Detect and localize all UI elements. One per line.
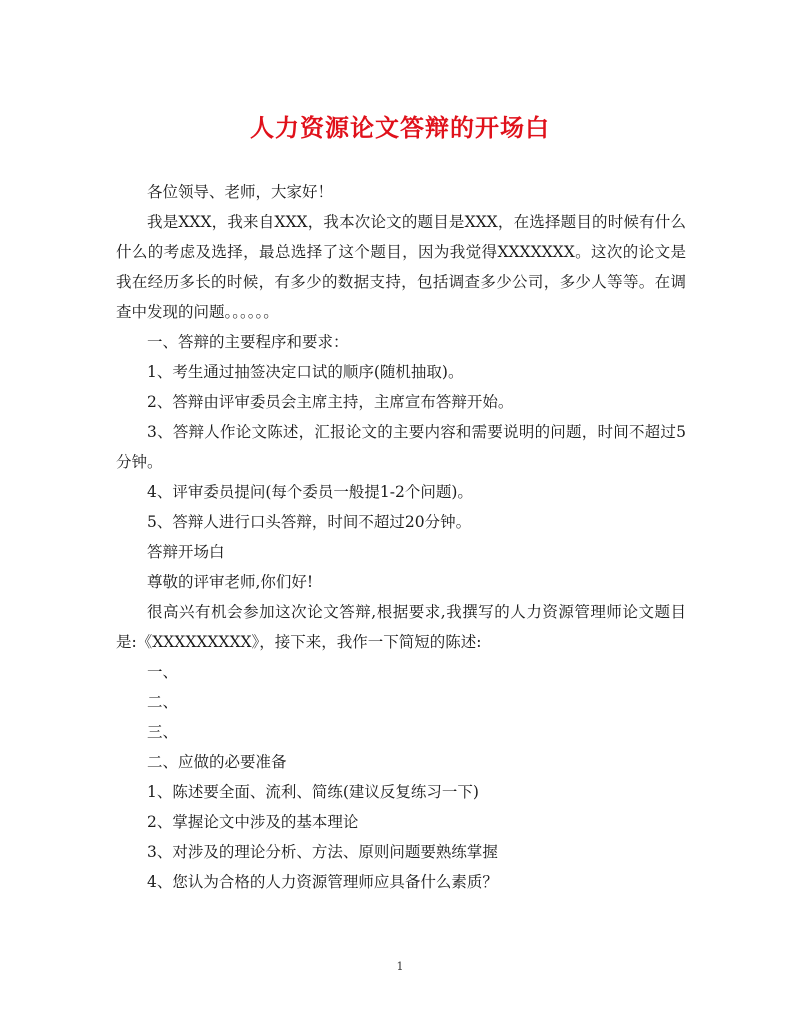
preparation-item-3: 3、对涉及的理论分析、方法、原则问题要熟练掌握 [147, 843, 498, 861]
document-body [116, 177, 686, 897]
outline-item-3: 三、 [147, 723, 179, 741]
preparation-item-4: 4、您认为合格的人力资源管理师应具备什么素质？ [147, 873, 498, 891]
procedure-item-5: 5、答辩人进行口头答辩，时间不超过20分钟。 [147, 513, 472, 531]
section-heading-preparation: 二、应做的必要准备 [147, 753, 287, 771]
self-introduction-paragraph: 我是XXX，我来自XXX，我本次论文的题目是XXX，在选择题目的时候有什么什么的考虑及选择，最总选择了这个题目，因为我觉得XXXXXXX。这次的论文是我在经历多长的时候，有多少的数据支持，包括调查多少公司，多少人等等。在调查中发现的问题。。。。。。 [116, 213, 686, 321]
procedure-item-1: 1、考生通过抽签决定口试的顺序(随机抽取)。 [147, 363, 464, 381]
procedure-item-2: 2、答辩由评审委员会主席主持，主席宣布答辩开始。 [147, 393, 514, 411]
procedure-item-3: 3、答辩人作论文陈述，汇报论文的主要内容和需要说明的问题，时间不超过5分钟。 [116, 423, 686, 471]
page-number: 1 [396, 960, 404, 973]
opening-salutation: 尊敬的评审老师,你们好! [147, 573, 314, 591]
greeting-paragraph: 各位领导、老师，大家好！ [147, 183, 334, 201]
document-title: 人力资源论文答辩的开场白 [250, 113, 550, 142]
outline-item-2: 二、 [147, 693, 179, 711]
opening-statement: 很高兴有机会参加这次论文答辩,根据要求,我撰写的人力资源管理师论文题目是:《XXXXXXXXX》，接下来，我作一下简短的陈述: [116, 603, 686, 651]
opening-heading: 答辩开场白 [147, 543, 225, 561]
outline-item-1: 一、 [147, 663, 179, 681]
preparation-item-1: 1、陈述要全面、流利、简练(建议反复练习一下) [147, 783, 479, 801]
section-heading-procedure: 一、答辩的主要程序和要求： [147, 333, 349, 351]
procedure-item-4: 4、评审委员提问(每个委员一般提1-2个问题)。 [147, 483, 473, 501]
preparation-item-2: 2、掌握论文中涉及的基本理论 [147, 813, 359, 831]
